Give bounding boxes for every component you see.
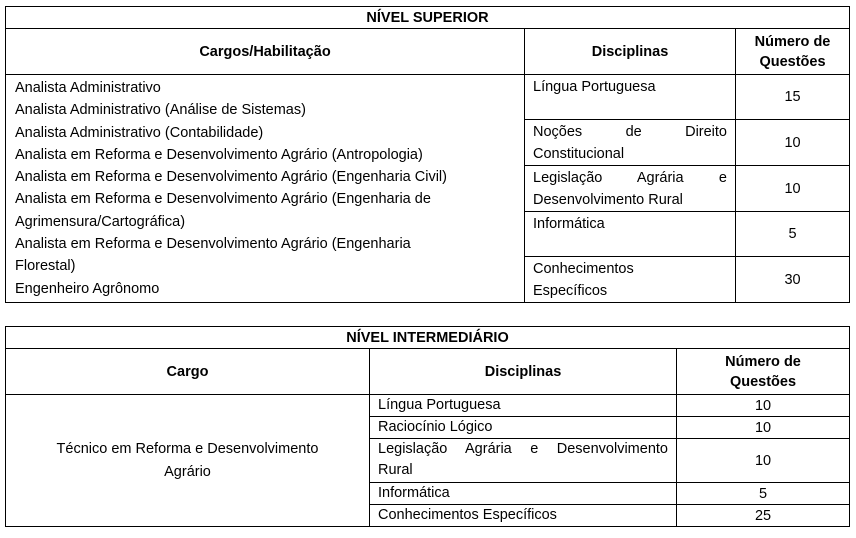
questoes-count: 10 xyxy=(677,439,850,483)
header-disciplinas: Disciplinas xyxy=(525,29,736,75)
cargo-line2: Agrário xyxy=(164,463,211,480)
cargo-item: Analista em Reforma e Desenvolvimento Agrário (Engenharia de xyxy=(15,191,431,208)
cargo-tecnico xyxy=(6,395,370,527)
nivel-superior-title: NÍVEL SUPERIOR xyxy=(6,7,850,29)
cargos-list xyxy=(6,75,525,303)
disciplina-name: Conhecimentos xyxy=(533,261,634,277)
disciplina-conhecimentos-especificos: Conhecimentos Específicos xyxy=(370,505,677,527)
disciplina-name-cont: Específicos xyxy=(533,283,608,299)
header-cargo: Cargo xyxy=(6,349,370,395)
disciplina-name: Informática xyxy=(533,216,605,232)
nivel-intermediario-table xyxy=(5,326,850,527)
questoes-count: 5 xyxy=(736,212,850,257)
disciplina-raciocinio-logico: Raciocínio Lógico xyxy=(370,417,677,439)
cargo-item: Agrimensura/Cartográfica) xyxy=(15,213,186,230)
disciplina-lingua-portuguesa xyxy=(525,75,736,120)
disciplina-name: Legislação Agrária e xyxy=(533,170,727,186)
disciplina-informatica: Informática xyxy=(370,483,677,505)
disciplina-lingua-portuguesa: Língua Portuguesa xyxy=(370,395,677,417)
cargo-item: Florestal) xyxy=(15,258,76,275)
cargo-line1: Técnico em Reforma e Desenvolvimento xyxy=(56,440,319,457)
header-cargos: Cargos/Habilitação xyxy=(6,29,525,75)
header-numero-line1: Número de xyxy=(754,33,831,50)
header-disciplinas: Disciplinas xyxy=(370,349,677,395)
disciplina-name: Legislação Agrária e Desenvolvimento xyxy=(378,441,668,457)
header-numero-line2: Questões xyxy=(759,53,826,70)
nivel-superior-table xyxy=(5,6,850,303)
disciplina-conhecimentos-especificos xyxy=(525,257,736,303)
questoes-count: 10 xyxy=(736,120,850,166)
cargo-item: Analista em Reforma e Desenvolvimento Agrário (Engenharia Civil) xyxy=(15,169,447,186)
questoes-count: 30 xyxy=(736,257,850,303)
header-numero-line1: Número de xyxy=(725,353,801,370)
questoes-count: 10 xyxy=(677,395,850,417)
header-numero-questoes xyxy=(736,29,850,75)
questoes-count: 25 xyxy=(677,505,850,527)
header-numero-line2: Questões xyxy=(729,373,797,390)
disciplina-name-cont: Rural xyxy=(378,462,413,478)
cargo-item: Analista em Reforma e Desenvolvimento Agrário (Engenharia xyxy=(15,236,411,253)
questoes-count: 5 xyxy=(677,483,850,505)
cargo-item: Analista Administrativo (Contabilidade) xyxy=(15,124,264,141)
disciplina-legislacao-agraria xyxy=(525,166,736,212)
questoes-count: 15 xyxy=(736,75,850,120)
disciplina-informatica xyxy=(525,212,736,257)
disciplina-name-cont: Constitucional xyxy=(533,146,625,162)
disciplina-nocoes-direito xyxy=(525,120,736,166)
cargo-item: Analista Administrativo xyxy=(15,80,161,96)
cargo-item: Analista Administrativo (Análise de Sistemas) xyxy=(15,102,306,119)
disciplina-legislacao-agraria xyxy=(370,439,677,483)
questoes-count: 10 xyxy=(736,166,850,212)
cargo-item: Analista em Reforma e Desenvolvimento Agrário (Antropologia) xyxy=(15,146,423,163)
cargo-item: Engenheiro Agrônomo xyxy=(15,280,160,297)
questoes-count: 10 xyxy=(677,417,850,439)
nivel-intermediario-title: NÍVEL INTERMEDIÁRIO xyxy=(6,327,850,349)
disciplina-name-cont: Desenvolvimento Rural xyxy=(533,192,683,208)
disciplina-name: Noções de Direito xyxy=(533,124,727,140)
header-numero-questoes xyxy=(677,349,850,395)
disciplina-name: Língua Portuguesa xyxy=(533,79,656,95)
